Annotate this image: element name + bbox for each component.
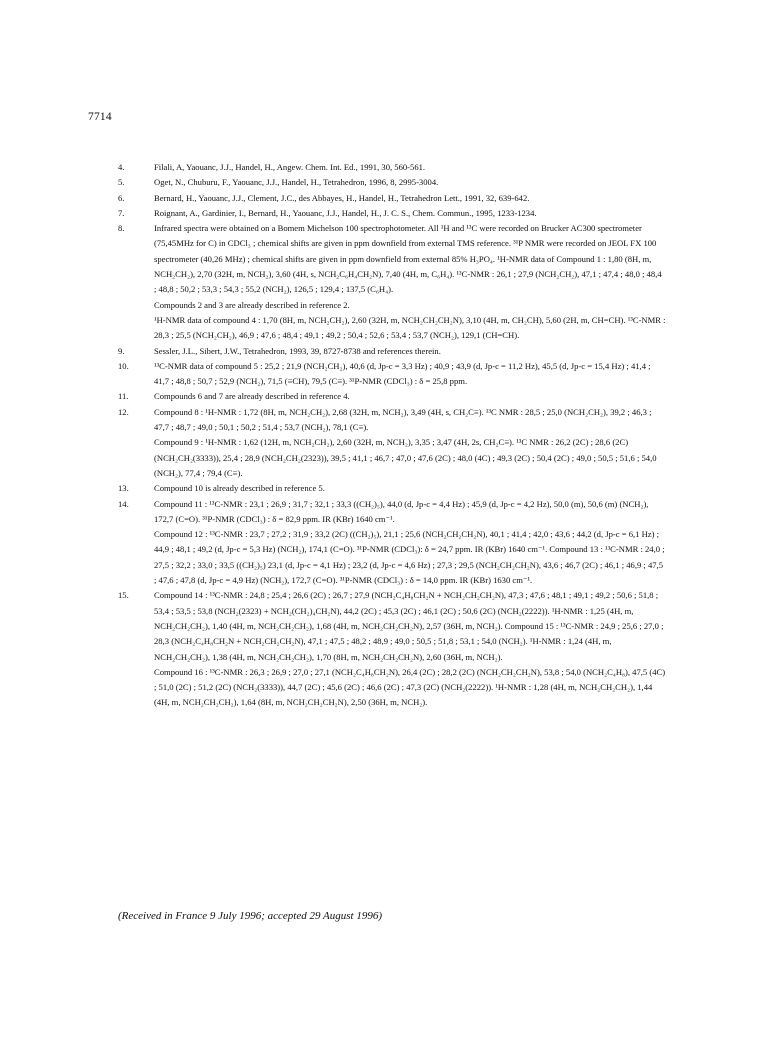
reference-body — [154, 359, 666, 390]
reference-item — [118, 206, 666, 221]
reference-number: 5. — [118, 177, 125, 188]
reference-paragraph: Roignant, A., Gardinier, I., Bernard, H., Yaouanc, J.J., Handel, H., J. C. S., Chem. Commun., 1995, 1233-1234. — [154, 207, 537, 218]
reference-body — [154, 191, 666, 206]
reference-paragraph: Bernard, H., Yaouanc, J.J., Clement, J.C., des Abbayes, H., Handel, H., Tetrahedron Lett., 1991, 32, 639-642. — [154, 192, 530, 203]
reference-item — [118, 191, 666, 206]
reference-paragraph: Compound 12 : ¹³C-NMR : 23,7 ; 27,2 ; 31,9 ; 33,2 (2C) ((CH₂)₅), 21,1 ; 25,6 (NCH₂CH₂CH₂N), 40,1 ; 41,4 ; 42,0 ; 43,6 ; 44,2 (d, Jp-c = 6,1 Hz) ; 44,9 ; 48,1 ; 49,2 (d, Jp-c = 5,3 Hz) (NCH₂), 174,1 (C=O). ³¹P-NMR (CDCl₃): δ = 24,7 ppm. IR (KBr) 1640 cm⁻¹. Compound 13 : ¹³C-NMR : 24,0 ; 27,5 ; 32,2 ; 33,0 ; 33,5 ((CH₂)₅) 23,1 (d, Jp-c = 4,1 Hz) ; 23,2 (d, Jp-c = 4,6 Hz) ; 27,3 ; 29,5 (NCH₂CH₂CH₂N), 43,6 ; 46,7 (2C) ; 46,1 ; 46,9 ; 47,5 ; 47,6 ; 47,8 (d, Jp-c = 4,9 Hz) (NCH₂), 172,7 (C=O). ³¹P-NMR (CDCl₃) : δ = 14,0 ppm. IR (KBr) 1630 cm⁻¹. — [154, 529, 665, 586]
reference-item — [118, 497, 666, 589]
reference-body — [154, 389, 666, 404]
reference-item — [118, 405, 666, 481]
received-note: (Received in France 9 July 1996; accepted 29 August 1996) — [118, 910, 383, 922]
reference-item — [118, 359, 666, 390]
reference-paragraph: Compounds 6 and 7 are already described in reference 4. — [154, 391, 350, 402]
reference-number: 6. — [118, 192, 125, 203]
reference-number: 10. — [118, 360, 129, 371]
reference-number: 15. — [118, 590, 129, 601]
page-number: 7714 — [88, 111, 112, 123]
reference-body — [154, 175, 666, 190]
reference-item — [118, 389, 666, 404]
reference-body — [154, 405, 666, 481]
reference-item — [118, 160, 666, 175]
reference-number: 13. — [118, 483, 129, 494]
reference-paragraph: Infrared spectra were obtained on a Bomem Michelson 100 spectrophotometer. All ¹H and ¹³C were recorded on Brucker AC300 spectrometer (75,45MHz for C) in CDCl₃ ; chemical shifts are given in ppm downfield from external TMS reference. ³¹P NMR were recorded on JEOL FX 100 spectrometer (40,26 MHz) ; chemical shifts are given in ppm downfield from external 85% H₃PO₄. ¹H-NMR data of Compound 1 : 1,80 (8H, m, NCH₂CH₂), 2,70 (32H, m, NCH₂), 3,60 (4H, s, NCH₂C₆H₄CH₂N), 7,40 (4H, m, C₆H₄). ¹³C-NMR : 26,1 ; 27,9 (NCH₂CH₂), 47,1 ; 47,4 ; 48,0 ; 48,4 ; 48,8 ; 50,2 ; 53,3 ; 54,3 ; 55,2 (NCH₂), 126,5 ; 129,4 ; 137,5 (C₆H₄). — [154, 223, 662, 295]
reference-paragraph: Compound 16 : ¹³C-NMR : 26,3 ; 26,9 ; 27,0 ; 27,1 (NCH₂C₄H₈CH₂N), 26,4 (2C) ; 28,2 (2C) (NCH₂CH₂CH₂N), 53,8 ; 54,0 (NCH₂C₄H₈), 47,5 (4C) ; 51,0 (2C) ; 51,2 (2C) (NCH₂(3333)), 44,7 (2C) ; 45,6 (2C) ; 46,6 (2C) ; 47,3 (2C) (NCH₂(2222)). ¹H-NMR : 1,28 (4H, m, NCH₂CH₂CH₂), 1,44 (4H, m, NCH₂CH₂CH₂), 1,64 (8H, m, NCH₂CH₂CH₂N), 2,50 (36H, m, NCH₂). — [154, 666, 666, 708]
reference-paragraph: ¹H-NMR data of compound 4 : 1,70 (8H, m, NCH₂CH₂), 2,60 (32H, m, NCH₂CH₂CH₂N), 3,10 (4H, m, CH₂CH), 5,60 (2H, m, CH=CH). ¹³C-NMR : 28,3 ; 25,5 (NCH₂CH₂), 46,9 ; 47,6 ; 48,4 ; 49,1 ; 49,2 ; 50,4 ; 52,6 ; 53,4 ; 53,7 (NCH₂), 129,1 (CH=CH). — [154, 314, 666, 341]
reference-body — [154, 221, 666, 343]
reference-item — [118, 344, 666, 359]
reference-paragraph: Compound 14 : ¹³C-NMR : 24,8 ; 25,4 ; 26,6 (2C) ; 26,7 ; 27,9 (NCH₂C₄H₈CH₂N + NCH₂CH₂CH₂N), 47,3 ; 47,6 ; 48,1 ; 49,1 ; 49,2 ; 50,6 ; 51,8 ; 53,4 ; 53,5 ; 53,8 (NCH₂(2323) + NCH₂(CH₂)₄CH₂N), 44,2 (2C) ; 45,3 (2C) ; 46,1 (2C) ; 50,6 (2C) (NCH₂(2222)). ¹H-NMR : 1,25 (4H, m, NCH₂CH₂CH₂), 1,40 (4H, m, NCH₂CH₂CH₂), 1,68 (4H, m, NCH₂CH₂CH₂N), 2,57 (36H, m, NCH₂). Compound 15 : ¹³C-NMR : 24,9 ; 25,6 ; 27,0 ; 28,3 (NCH₂C₄H₈CH₂N + NCH₂CH₂CH₂N), 47,1 ; 47,5 ; 48,2 ; 48,9 ; 49,0 ; 50,5 ; 51,8 ; 53,1 ; 54,0 (NCH₂). ¹H-NMR : 1,24 (4H, m, NCH₂CH₂CH₂), 1,38 (4H, m, NCH₂CH₂CH₂), 1,70 (8H, m, NCH₂CH₂CH₂N), 2,60 (36H, m, NCH₂). — [154, 590, 664, 662]
reference-body — [154, 497, 666, 589]
reference-number: 7. — [118, 207, 125, 218]
reference-body — [154, 481, 666, 496]
reference-paragraph: Compound 10 is already described in reference 5. — [154, 483, 325, 494]
reference-paragraph: Filali, A, Yaouanc, J.J., Handel, H., Angew. Chem. Int. Ed., 1991, 30, 560-561. — [154, 162, 426, 172]
reference-body — [154, 160, 666, 175]
reference-number: 11. — [118, 391, 129, 402]
reference-number: 4. — [118, 162, 125, 172]
reference-item — [118, 221, 666, 343]
reference-list — [118, 160, 666, 711]
reference-item — [118, 175, 666, 190]
reference-number: 9. — [118, 345, 125, 356]
reference-paragraph: Oget, N., Chuburu, F., Yaouanc, J.J., Handel, H., Tetrahedron, 1996, 8, 2995-3004. — [154, 177, 439, 188]
reference-number: 12. — [118, 406, 129, 417]
reference-body — [154, 588, 666, 710]
reference-number: 8. — [118, 223, 125, 234]
reference-number: 14. — [118, 498, 129, 509]
reference-paragraph: Compounds 2 and 3 are already described in reference 2. — [154, 299, 350, 310]
reference-paragraph: ¹³C-NMR data of compound 5 : 25,2 ; 21,9 (NCH₂CH₂), 40,6 (d, Jp-c = 3,3 Hz) ; 40,9 ; 43,9 (d, Jp-c = 11,2 Hz), 45,5 (d, Jp-c = 15,4 Hz) ; 41,4 ; 41,7 ; 48,8 ; 50,7 ; 52,9 (NCH₂), 71,5 (≡CH), 79,5 (C≡). ³¹P-NMR (CDCl₃) : δ = 25,8 ppm. — [154, 360, 651, 387]
reference-paragraph: Sessler, J.L., Sibert, J.W., Tetrahedron, 1993, 39, 8727-8738 and references therein. — [154, 345, 441, 356]
reference-body — [154, 344, 666, 359]
reference-item — [118, 481, 666, 496]
reference-paragraph: Compound 11 : ¹³C-NMR : 23,1 ; 26,9 ; 31,7 ; 32,1 ; 33,3 ((CH₂)₅), 44,0 (d, Jp-c = 4,4 Hz) ; 45,9 (d, Jp-c = 4,2 Hz), 50,0 (m), 50,6 (m) (NCH₂), 172,7 (C=O). ³¹P-NMR (CDCl₃) : δ = 82,9 ppm. IR (KBr) 1640 cm⁻¹. — [154, 498, 649, 524]
reference-paragraph: Compound 9 : ¹H-NMR : 1,62 (12H, m, NCH₂CH₂), 2,60 (32H, m, NCH₂), 3,35 ; 3,47 (4H, 2s, CH₂C≡). ¹³C NMR : 26,2 (2C) ; 28,6 (2C) (NCH₂CH₂(3333)), 25,4 ; 28,9 (NCH₂CH₂(2323)), 39,5 ; 41,1 ; 46,7 ; 47,0 ; 47,6 (2C) ; 48,0 (4C) ; 49,3 (2C) ; 50,4 (2C) ; 49,0 ; 50,5 ; 51,6 ; 54,0 (NCH₂), 77,4 ; 79,4 (C≡). — [154, 437, 657, 478]
reference-paragraph: Compound 8 : ¹H-NMR : 1,72 (8H, m, NCH₂CH₂), 2,68 (32H, m, NCH₂), 3,49 (4H, s, CH₂C≡). ¹³C NMR : 28,5 ; 25,0 (NCH₂CH₂), 39,2 ; 46,3 ; 47,7 ; 48,7 ; 49,0 ; 50,1 ; 50,2 ; 51,4 ; 53,7 (NCH₂), 78,1 (C≡). — [154, 406, 652, 433]
reference-body — [154, 206, 666, 221]
reference-item — [118, 588, 666, 710]
